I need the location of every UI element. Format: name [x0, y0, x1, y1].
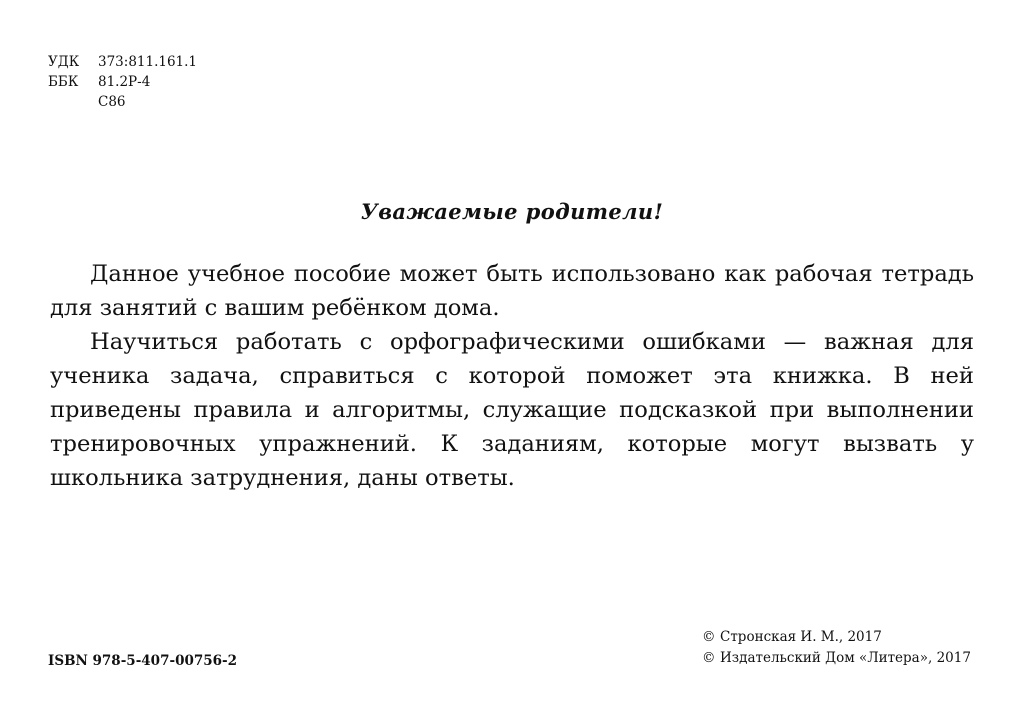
paragraph: Данное учебное пособие может быть использовано как рабочая тетрадь для занятий с вашим ребёнком дома. [50, 261, 974, 321]
copyright-line [702, 648, 971, 669]
bbk-label: ББК [48, 74, 79, 90]
bbk-value: 81.2Р-4 [98, 74, 151, 90]
copyright-sign: © [702, 650, 716, 666]
isbn: ISBN 978-5-407-00756-2 [48, 653, 238, 669]
library-codes [48, 52, 197, 112]
author-mark: С86 [98, 94, 126, 110]
body-text [50, 257, 974, 495]
author-mark-row [48, 92, 197, 112]
udk-code [48, 52, 197, 72]
udk-value: 373:811.161.1 [98, 54, 198, 70]
udk-label: УДК [48, 54, 80, 70]
copyright-text: Издательский Дом «Литера», 2017 [720, 650, 971, 666]
copyright-sign: © [702, 629, 716, 645]
copyright-line [702, 627, 971, 648]
copyright-block [702, 627, 971, 669]
page-heading: Уважаемые родители! [360, 199, 664, 224]
paragraph: Научиться работать с орфографическими ошибками — важная для ученика задача, справиться с которой поможет эта книжка. В ней приведены правила и алгоритмы, служащие подсказкой при выполнении тренировочных упражнений. К заданиям, которые могут вызвать у школьника затруднения, даны ответы. [50, 329, 974, 491]
bbk-code [48, 72, 197, 92]
copyright-text: Стронская И. М., 2017 [720, 629, 882, 645]
